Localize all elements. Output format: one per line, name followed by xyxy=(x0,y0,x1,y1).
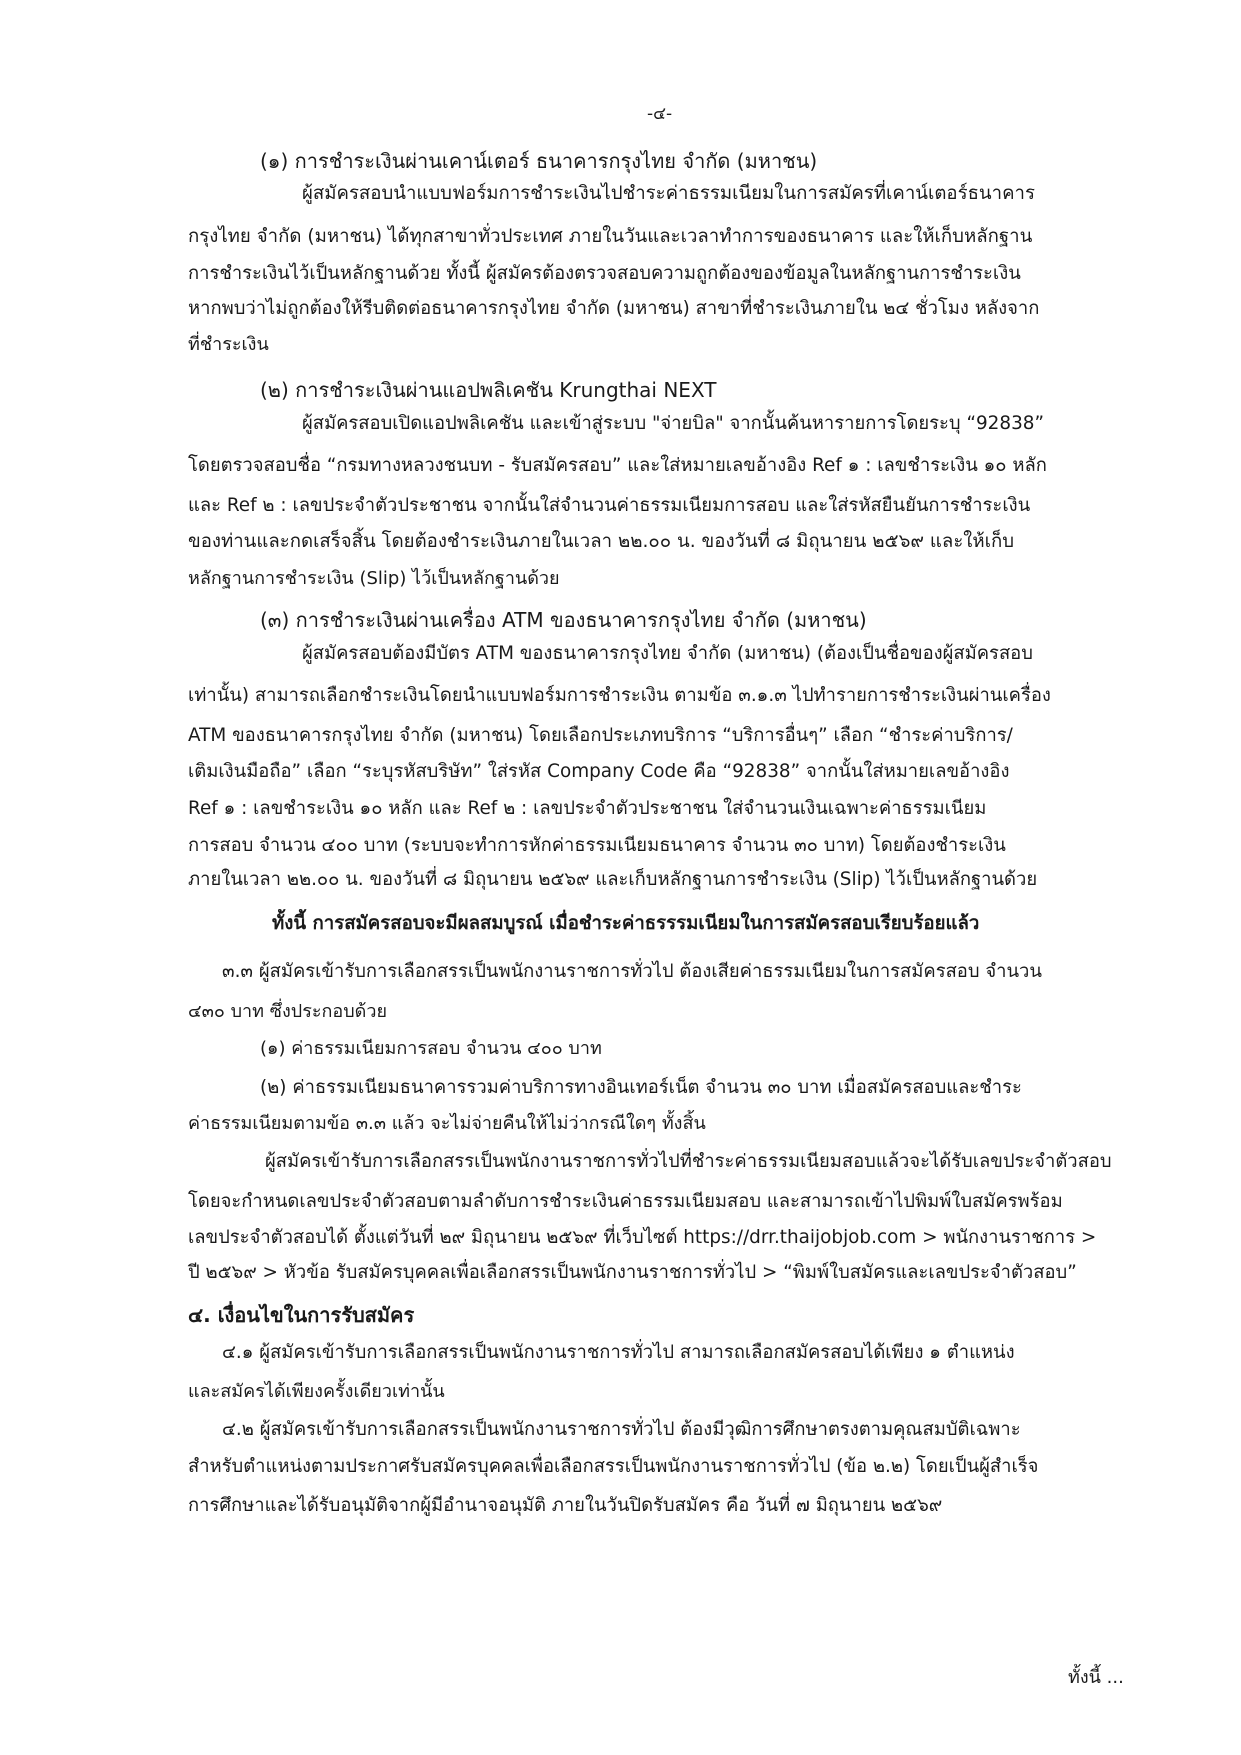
paragraph-line: ที่ชำระเงิน xyxy=(188,334,269,355)
page-number: -๔- xyxy=(647,104,673,124)
paragraph-line: กรุงไทย จำกัด (มหาชน) ได้ทุกสาขาทั่วประเทศ ภายในวันและเวลาทำการของธนาคาร และให้เก็บหลักฐาน xyxy=(188,226,1033,247)
paragraph-line: ผู้สมัครสอบต้องมีบัตร ATM ของธนาคารกรุงไทย จำกัด (มหาชน) (ต้องเป็นชื่อของผู้สมัครสอบ xyxy=(302,643,1033,664)
section-heading-atm: (๓) การชำระเงินผ่านเครื่อง ATM ของธนาคารกรุงไทย จำกัด (มหาชน) xyxy=(260,608,867,632)
list-item: (๑) ค่าธรรมเนียมการสอบ จำนวน ๔๐๐ บาท xyxy=(260,1038,602,1059)
paragraph-line: การศึกษาและได้รับอนุมัติจากผู้มีอำนาจอนุมัติ ภายในวันปิดรับสมัคร คือ วันที่ ๗ มิถุนายน ๒๕๖๙ xyxy=(188,1495,943,1516)
paragraph-line: โดยตรวจสอบชื่อ “กรมทางหลวงชนบท - รับสมัครสอบ” และใส่หมายเลขอ้างอิง Ref ๑ : เลขชำระเงิน ๑๐ หลัก xyxy=(188,455,1047,476)
paragraph-line: และสมัครได้เพียงครั้งเดียวเท่านั้น xyxy=(188,1381,445,1402)
paragraph-line: ผู้สมัครสอบเปิดแอปพลิเคชัน และเข้าสู่ระบบ "จ่ายบิล" จากนั้นค้นหารายการโดยระบุ “92838” xyxy=(302,413,1045,434)
paragraph-line: ๔.๑ ผู้สมัครเข้ารับการเลือกสรรเป็นพนักงานราชการทั่วไป สามารถเลือกสมัครสอบได้เพียง ๑ ตำแหน่ง xyxy=(222,1342,1015,1363)
paragraph-line: ของท่านและกดเสร็จสิ้น โดยต้องชำระเงินภายในเวลา ๒๒.๐๐ น. ของวันที่ ๘ มิถุนายน ๒๕๖๙ และให้เก็บ xyxy=(188,531,1015,552)
paragraph-line: โดยจะกำหนดเลขประจำตัวสอบตามลำดับการชำระเงินค่าธรรมเนียมสอบ และสามารถเข้าไปพิมพ์ใบสมัครพร้อม xyxy=(188,1191,1063,1212)
paragraph-line: การชำระเงินไว้เป็นหลักฐานด้วย ทั้งนี้ ผู้สมัครต้องตรวจสอบความถูกต้องของข้อมูลในหลักฐานการชำระเงิน xyxy=(188,263,1021,284)
paragraph-line: ๓.๓ ผู้สมัครเข้ารับการเลือกสรรเป็นพนักงานราชการทั่วไป ต้องเสียค่าธรรมเนียมในการสมัครสอบ จำนวน xyxy=(222,961,1042,982)
list-item: (๒) ค่าธรรมเนียมธนาคารรวมค่าบริการทางอินเทอร์เน็ต จำนวน ๓๐ บาท เมื่อสมัครสอบและชำระ xyxy=(260,1077,1022,1098)
list-item: ค่าธรรมเนียมตามข้อ ๓.๓ แล้ว จะไม่จ่ายคืนให้ไม่ว่ากรณีใดๆ ทั้งสิ้น xyxy=(188,1113,706,1134)
paragraph-line: หลักฐานการชำระเงิน (Slip) ไว้เป็นหลักฐานด้วย xyxy=(188,568,560,589)
paragraph-line: เลขประจำตัวสอบได้ ตั้งแต่วันที่ ๒๙ มิถุนายน ๒๕๖๙ ที่เว็บไซต์ https://drr.thaijobjob.com > พนักงานราชการ > xyxy=(188,1227,1097,1248)
paragraph-line: การสอบ จำนวน ๔๐๐ บาท (ระบบจะทำการหักค่าธรรมเนียมธนาคาร จำนวน ๓๐ บาท) โดยต้องชำระเงิน xyxy=(188,835,1006,856)
continuation-footer: ทั้งนี้ ... xyxy=(1068,1667,1124,1688)
paragraph-line: ATM ของธนาคารกรุงไทย จำกัด (มหาชน) โดยเลือกประเภทบริการ “บริการอื่นๆ” เลือก “ชำระค่าบริการ/ xyxy=(188,725,1013,746)
paragraph-line: เติมเงินมือถือ” เลือก “ระบุรหัสบริษัท” ใส่รหัส Company Code คือ “92838” จากนั้นใส่หมายเลขอ้างอิง xyxy=(188,761,1010,782)
paragraph-line: และ Ref ๒ : เลขประจำตัวประชาชน จากนั้นใส่จำนวนค่าธรรมเนียมการสอบ และใส่รหัสยืนยันการชำระเงิน xyxy=(188,495,1031,516)
section-heading-counter: (๑) การชำระเงินผ่านเคาน์เตอร์ ธนาคารกรุงไทย จำกัด (มหาชน) xyxy=(260,149,818,173)
paragraph-line: เท่านั้น) สามารถเลือกชำระเงินโดยนำแบบฟอร์มการชำระเงิน ตามข้อ ๓.๑.๓ ไปทำรายการชำระเงินผ่านเครื่อง xyxy=(188,685,1051,706)
section-heading-app: (๒) การชำระเงินผ่านแอปพลิเคชัน Krungthai NEXT xyxy=(260,378,717,402)
paragraph-line: สำหรับตำแหน่งตามประกาศรับสมัครบุคคลเพื่อเลือกสรรเป็นพนักงานราชการทั่วไป (ข้อ ๒.๒) โดยเป็นผู้สำเร็จ xyxy=(188,1456,1039,1477)
paragraph-line: ๔๓๐ บาท ซึ่งประกอบด้วย xyxy=(188,1001,388,1022)
paragraph-line: หากพบว่าไม่ถูกต้องให้รีบติดต่อธนาคารกรุงไทย จำกัด (มหาชน) สาขาที่ชำระเงินภายใน ๒๔ ชั่วโมง หลังจาก xyxy=(188,298,1040,319)
bold-note: ทั้งนี้ การสมัครสอบจะมีผลสมบูรณ์ เมื่อชำระค่าธรรรมเนียมในการสมัครสอบเรียบร้อยแล้ว xyxy=(272,913,980,934)
paragraph-line: ๔.๒ ผู้สมัครเข้ารับการเลือกสรรเป็นพนักงานราชการทั่วไป ต้องมีวุฒิการศึกษาตรงตามคุณสมบัติเฉพาะ xyxy=(222,1419,1021,1440)
paragraph-line: ผู้สมัครสอบนำแบบฟอร์มการชำระเงินไปชำระค่าธรรมเนียมในการสมัครที่เคาน์เตอร์ธนาคาร xyxy=(302,183,1035,204)
paragraph-line: Ref ๑ : เลขชำระเงิน ๑๐ หลัก และ Ref ๒ : เลขประจำตัวประชาชน ใส่จำนวนเงินเฉพาะค่าธรรมเนียม xyxy=(188,798,987,819)
paragraph-line: ผู้สมัครเข้ารับการเลือกสรรเป็นพนักงานราชการทั่วไปที่ชำระค่าธรรมเนียมสอบแล้วจะได้รับเลขประจำตัวสอบ xyxy=(265,1151,1112,1172)
section-heading-conditions: ๔. เงื่อนไขในการรับสมัคร xyxy=(188,1303,415,1327)
paragraph-line: ปี ๒๕๖๙ > หัวข้อ รับสมัครบุคคลเพื่อเลือกสรรเป็นพนักงานราชการทั่วไป > “พิมพ์ใบสมัครและเลขประจำตัวสอบ” xyxy=(188,1262,1077,1283)
paragraph-line: ภายในเวลา ๒๒.๐๐ น. ของวันที่ ๘ มิถุนายน ๒๕๖๙ และเก็บหลักฐานการชำระเงิน (Slip) ไว้เป็นหลักฐานด้วย xyxy=(188,869,1038,890)
